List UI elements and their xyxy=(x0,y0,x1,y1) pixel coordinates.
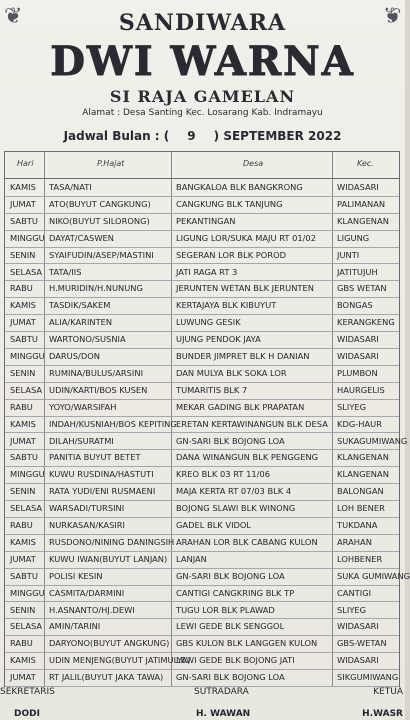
table-row xyxy=(5,399,399,417)
cell-hajat: PANITIA BUYUT BETET xyxy=(49,452,141,463)
cell-hari: KAMIS xyxy=(10,418,36,429)
cell-hari: SELASA xyxy=(10,266,43,277)
header-hajat: P.Hajat xyxy=(97,159,125,168)
cell-hajat: RATA YUDI/ENI RUSMAENI xyxy=(49,486,156,497)
cell-kec: GBS-WETAN xyxy=(337,638,387,649)
cell-kec: GBS WETAN xyxy=(337,283,387,294)
cell-hajat: INDAH/KUSNIAH/BOS KEPITING xyxy=(49,418,177,429)
header-hari: Hari xyxy=(17,159,34,168)
cell-kec: JATITUJUH xyxy=(337,266,378,277)
cell-kec: KDG-HAUR xyxy=(337,418,383,429)
cell-hajat: H.ASNANTO/HJ.DEWI xyxy=(49,604,135,615)
header-kec: Kec. xyxy=(357,159,374,168)
cell-kec: JUNTI xyxy=(337,249,360,260)
cell-hajat: RT JALIL(BUYUT JAKA TAWA) xyxy=(49,672,164,683)
cell-hajat: NIKO(BUYUT SILORONG) xyxy=(49,215,150,226)
cell-kec: BALONGAN xyxy=(337,486,384,497)
cell-desa: SEGERAN LOR BLK POROD xyxy=(176,249,286,260)
label-chair: KETUA xyxy=(373,687,403,697)
schedule-prefix: Jadwal Bulan : ( xyxy=(63,129,170,143)
cell-kec: WIDASARI xyxy=(337,655,379,666)
header-desa: Desa xyxy=(243,159,264,168)
cell-kec: TUKDANA xyxy=(337,520,378,530)
table-row xyxy=(5,466,399,484)
table-row xyxy=(5,618,399,636)
cell-hari: SENIN xyxy=(10,604,36,615)
table-row xyxy=(5,196,399,214)
table-row xyxy=(5,314,399,332)
cell-kec: LIGUNG xyxy=(337,232,370,243)
cell-hajat: SYAIFUDIN/ASEP/MASTINI xyxy=(49,249,154,260)
cell-kec: LOH BENER xyxy=(337,503,385,514)
cell-desa: UJUNG PENDOK JAYA xyxy=(176,334,261,345)
cell-kec: SUKAGUMIWANG xyxy=(337,435,408,446)
cell-hajat: RUSDONO/NINING DANINGSIH xyxy=(49,536,175,547)
table-row xyxy=(5,585,399,603)
cell-hari: RABU xyxy=(10,638,33,649)
cell-hari: MINGGU xyxy=(10,232,45,243)
cell-kec: BONGAS xyxy=(337,300,373,311)
cell-kec: KLANGENAN xyxy=(337,452,389,463)
cell-hajat: AMIN/TARINI xyxy=(49,621,101,632)
cell-hari: MINGGU xyxy=(10,469,45,480)
cell-desa: JATI RAGA RT 3 xyxy=(176,266,238,277)
cell-desa: TUMARITIS BLK 7 xyxy=(176,384,248,395)
cell-hari: KAMIS xyxy=(10,182,36,192)
cell-hari: JUMAT xyxy=(10,198,36,209)
cell-hajat: DARYONO(BUYUT ANGKUNG) xyxy=(49,638,170,649)
flourish-icon: ❦ xyxy=(4,4,23,29)
table-row xyxy=(5,652,399,670)
cell-desa: LEWI GEDE BLK BOJONG JATI xyxy=(176,655,295,666)
cell-hajat: YOYO/WARSIFAH xyxy=(49,401,117,412)
schedule-suffix: ) SEPTEMBER 2022 xyxy=(213,129,342,143)
table-row xyxy=(5,365,399,383)
cell-hajat: TASA/NATI xyxy=(49,182,92,192)
table-row xyxy=(5,433,408,451)
troupe-tagline: SI RAJA GAMELAN xyxy=(109,87,296,106)
cell-kec: KERANGKENG xyxy=(337,317,395,328)
table-row xyxy=(5,179,399,197)
cell-desa: BANGKALOA BLK BANGKRONG xyxy=(176,182,303,192)
cell-hari: MINGGU xyxy=(10,587,45,598)
schedule-table xyxy=(4,151,410,687)
cell-desa: MAJA KERTA RT 07/03 BLK 4 xyxy=(176,486,292,497)
cell-desa: GBS KULON BLK LANGGEN KULON xyxy=(176,638,318,649)
cell-hari: JUMAT xyxy=(10,672,36,683)
cell-hari: RABU xyxy=(10,283,33,294)
cell-desa: LIGUNG LOR/SUKA MAJU RT 01/02 xyxy=(176,232,316,243)
cell-hari: SELASA xyxy=(10,621,43,632)
cell-desa: GADEL BLK VIDOL xyxy=(176,520,252,530)
cell-kec: PLUMBON xyxy=(337,367,378,378)
cell-desa: TUGU LOR BLK PLAWAD xyxy=(176,604,275,615)
table-row xyxy=(5,500,399,518)
cell-kec: CANTIGI xyxy=(337,587,372,598)
cell-hari: SELASA xyxy=(10,503,43,514)
cell-kec: WIDASARI xyxy=(337,334,379,345)
name-director: H. WAWAN xyxy=(196,709,251,719)
cell-kec: WIDASARI xyxy=(337,182,379,192)
cell-kec: SLIYEG xyxy=(337,604,367,615)
cell-hajat: DARUS/DON xyxy=(49,351,100,361)
name-chair: H.WASR xyxy=(362,709,403,719)
troupe-name: DWI WARNA xyxy=(50,38,355,85)
cell-desa: BOJONG SLAWI BLK WINONG xyxy=(176,503,296,514)
cell-desa: GN-SARI BLK BOJONG LOA xyxy=(176,570,285,581)
cell-hajat: TATA/IIS xyxy=(49,266,82,277)
cell-desa: CANGKUNG BLK TANJUNG xyxy=(176,198,283,209)
cell-hari: SABTU xyxy=(10,452,38,463)
cell-desa: KERTAJAYA BLK KIBUYUT xyxy=(176,300,277,311)
cell-desa: GN-SARI BLK BOJONG LOA xyxy=(176,672,285,683)
cell-kec: SLIYEG xyxy=(337,401,367,412)
table-row xyxy=(5,669,399,687)
table-row xyxy=(5,280,399,298)
cell-hari: KAMIS xyxy=(10,655,36,666)
cell-kec: PALIMANAN xyxy=(337,198,386,209)
cell-desa: CANTIGI CANGKRING BLK TP xyxy=(176,587,295,598)
table-row xyxy=(5,483,399,501)
label-secretary: SEKRETARIS xyxy=(0,687,55,697)
cell-hajat: POLISI KESIN xyxy=(49,570,103,581)
cell-hajat: WARSADI/TURSINI xyxy=(49,503,125,514)
table-header xyxy=(5,152,399,179)
table-row xyxy=(5,230,399,248)
cell-kec: ARAHAN xyxy=(337,536,372,547)
table-row xyxy=(5,602,399,620)
cell-desa: PEKANTINGAN xyxy=(176,215,236,226)
table-row xyxy=(5,534,399,552)
cell-hari: SENIN xyxy=(10,249,36,260)
troupe-address: Alamat : Desa Santing Kec. Losarang Kab. Indramayu xyxy=(82,108,323,118)
cell-hajat: WARTONO/SUSNIA xyxy=(49,334,126,345)
table-row xyxy=(5,247,399,265)
cell-hajat: H.MURIDIN/H.NUNUNG xyxy=(49,283,143,294)
cell-hari: SENIN xyxy=(10,486,36,497)
cell-desa: ERETAN KERTAWINANGUN BLK DESA xyxy=(176,418,328,429)
cell-desa: MEKAR GADING BLK PRAPATAN xyxy=(176,401,305,412)
cell-desa: LANJAN xyxy=(176,553,207,564)
cell-hajat: DAYAT/CASWEN xyxy=(49,232,114,243)
cell-desa: KREO BLK 03 RT 11/06 xyxy=(176,469,270,480)
cell-hari: KAMIS xyxy=(10,536,36,547)
cell-kec: LOHBENER xyxy=(337,553,383,564)
cell-hajat: UDIN MENJENG(BUYUT JATIMULYA) xyxy=(49,655,191,666)
cell-kec: WIDASARI xyxy=(337,351,379,361)
cell-kec: KLANGENAN xyxy=(337,469,389,480)
cell-hari: KAMIS xyxy=(10,300,36,311)
cell-hari: MINGGU xyxy=(10,351,45,361)
cell-hari: RABU xyxy=(10,520,33,530)
cell-hari: JUMAT xyxy=(10,317,36,328)
table-row xyxy=(5,331,399,349)
cell-desa: LUWUNG GESIK xyxy=(176,317,241,328)
cell-desa: DANA WINANGUN BLK PENGGENG xyxy=(176,452,319,463)
table-row xyxy=(5,213,399,231)
cell-hajat: KUWU RUSDINA/HASTUTI xyxy=(49,469,154,480)
cell-hajat: ALIA/KARINTEN xyxy=(49,317,113,328)
cell-desa: BUNDER JIMPRET BLK H DANIAN xyxy=(176,351,310,361)
cell-hajat: CASMITA/DARMINI xyxy=(49,587,125,598)
table-row xyxy=(5,382,399,400)
table-row xyxy=(5,297,399,315)
cell-hajat: RUMINA/BULUS/ARSINI xyxy=(49,367,144,378)
cell-hari: SABTU xyxy=(10,570,38,581)
table-row xyxy=(5,551,399,569)
cell-desa: GN-SARI BLK BOJONG LOA xyxy=(176,435,285,446)
cell-kec: SIKGUMIWANG xyxy=(337,672,399,683)
cell-hari: SENIN xyxy=(10,367,36,378)
cell-desa: ARAHAN LOR BLK CABANG KULON xyxy=(176,536,318,547)
cell-desa: LEWI GEDE BLK SENGGOL xyxy=(176,621,285,632)
name-secretary: DODI xyxy=(14,709,40,719)
cell-desa: DAN MULYA BLK SOKA LOR xyxy=(176,367,287,378)
cell-hari: SABTU xyxy=(10,215,38,226)
schedule-period xyxy=(0,129,405,143)
troupe-label: SANDIWARA xyxy=(118,10,287,36)
flourish-icon: ❦ xyxy=(382,4,401,29)
cell-kec: WIDASARI xyxy=(337,621,379,632)
cell-kec: HAURGELIS xyxy=(337,384,385,395)
table-row xyxy=(5,348,399,366)
cell-kec: KLANGENAN xyxy=(337,215,389,226)
table-row xyxy=(5,449,399,467)
cell-hajat: KUWU IWAN(BUYUT LANJAN) xyxy=(49,553,168,564)
cell-kec: SUKA GUMIWANG xyxy=(337,570,410,581)
table-row xyxy=(5,635,399,653)
cell-desa: JERUNTEN WETAN BLK JERUNTEN xyxy=(176,283,314,294)
label-director: SUTRADARA xyxy=(194,687,249,697)
table-row xyxy=(5,264,399,282)
table-row xyxy=(5,568,410,586)
cell-hari: JUMAT xyxy=(10,435,36,446)
cell-hajat: ATO(BUYUT CANGKUNG) xyxy=(49,198,151,209)
cell-hari: SABTU xyxy=(10,334,38,345)
cell-hajat: UDIN/KARTI/BOS KUSEN xyxy=(49,384,148,395)
table-row xyxy=(5,416,399,434)
cell-hari: SELASA xyxy=(10,384,43,395)
table-row xyxy=(5,517,399,535)
cell-hajat: NURKASAN/KASIRI xyxy=(49,520,126,530)
cell-hajat: TASDIK/SAKEM xyxy=(49,300,111,311)
cell-hari: RABU xyxy=(10,401,33,412)
schedule-number: 9 xyxy=(187,129,196,143)
cell-hajat: DILAH/SURATMI xyxy=(49,435,114,446)
cell-hari: JUMAT xyxy=(10,553,36,564)
